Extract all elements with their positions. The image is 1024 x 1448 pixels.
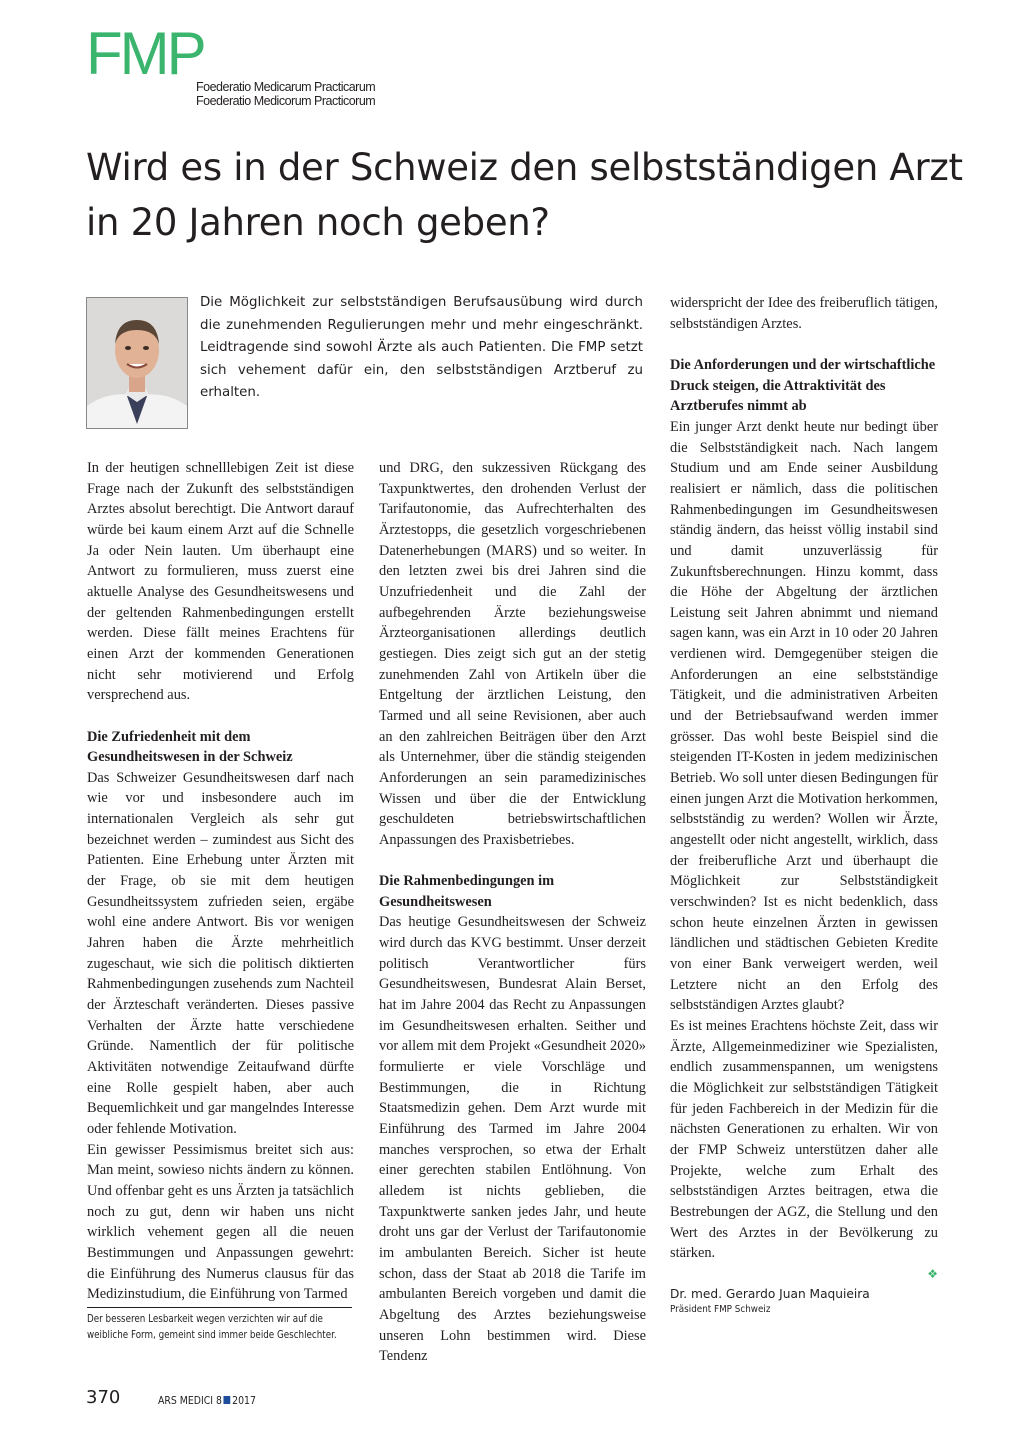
paragraph: Es ist meines Erachtens höchste Zeit, dass wir Ärzte, Allgemeinmediziner wie Spezialisten, endlich zusammenspannen, um wenigstens die Möglichkeit zur selbstständigen Tätigkeit für jeden Fachbereich in der Medizin für die nächsten Generationen zu erhalten. Wir von der FMP Schweiz unterstützen daher alle Projekte, welche zum Erhalt des selbstständigen Arztes beitragen, etwa die Bestrebungen der AGZ, die Stellung und den Wert des Arztes in der Bevölkerung zu stärken. — [670, 1017, 938, 1262]
logo-subtitle — [196, 80, 516, 108]
fmp-logo — [86, 20, 376, 108]
page-number: 370 — [86, 1387, 121, 1408]
end-of-article-icon: ❖ — [927, 1266, 938, 1281]
paragraph: widerspricht der Idee des freiberuflich tätigen, selbstständigen Arztes. — [670, 295, 938, 332]
text-column-3 — [670, 293, 938, 1284]
paragraph: Das heutige Gesundheitswesen der Schweiz wird durch das KVG bestimmt. Unser derzeit politisch Verantwortlicher fürs Gesundheitswesen, Bundesrat Alain Berset, hat im Jahre 2004 das Recht zu Anpassungen im Gesundheitswesen erhalten. Seither und vor allem mit dem Projekt «Gesundheit 2020» formulierte er viele Vorschläge und Bestimmungen, die in Richtung Staatsmedizin gehen. Dem Arzt wurde mit Einführung des Tarmed im Jahre 2004 manches versprochen, so etwa der Erhalt einer gerechten stabilen Entlöhnung. Von alledem ist nichts geblieben, die Taxpunktwerte sanken jedes Jahr, und heute droht uns gar der Verlust der Tarifautonomie im ambulanten Bereich. Sicher ist heute schon, dass der Staat ab 2018 die Tarife im ambulanten Bereich vorgeben und damit die Abgeltung des Arztes beziehungsweise unseren Lohn bestimmen wird. Diese Tendenz — [379, 914, 646, 1365]
paragraph: Ein junger Arzt denkt heute nur bedingt über die Selbstständigkeit nach. Nach langem Studium und am Ende seiner Ausbildung realisiert er nämlich, dass die politischen Rahmenbedingungen im Gesundheitswesen ständig ändern, das heisst völlig instabil sind und damit unzuverlässig für Zukunftsberechnungen. Hinzu kommt, dass die Höhe der Abgeltung der ärztlichen Leistung seit Jahren abnimmt und niemand sagen kann, was ein Arzt in 10 oder 20 Jahren verdienen wird. Demgegenüber steigen die Anforderungen an eine selbstständige Tätigkeit, und die administrativen Arbeiten und der Betriebsaufwand werden immer grösser. Das wohl beste Beispiel sind die steigenden IT-Kosten in jedem medizinischen Betrieb. Wo soll unter diesen Bedingungen für einen jungen Arzt die Motivation herkommen, selbstständig zu werden? Wollen wir Ärzte, angestellt oder nicht angestellt, wirklich, dass der freiberufliche Arzt und überhaupt die Möglichkeit zur Selbstständigkeit verschwinden? Ist es nicht bedenklich, dass schon heute einzelnen Ärzten in gewissen ländlichen und städtischen Gebieten Kredite von einer Bank verweigert werden, weil Letztere nicht an den Erfolg des selbstständigen Arztes glaubt? — [670, 418, 938, 1014]
author-role: Präsident FMP Schweiz — [670, 1304, 771, 1315]
text-column-1 — [87, 458, 354, 1305]
logo-line-feminine: Foederatio Medicarum Practicarum — [196, 80, 376, 94]
journal-square-icon — [224, 1396, 231, 1404]
journal-name: ARS MEDICI 8 — [158, 1394, 222, 1407]
section-heading: Die Zufriedenheit mit dem Gesundheitswesen in der Schweiz — [87, 728, 293, 766]
footnote: Der besseren Lesbarkeit wegen verzichten wir auf die weibliche Form, gemeint sind immer beide Geschlechter. — [87, 1314, 337, 1341]
section-heading: Die Rahmenbedingungen im Gesundheitswesen — [379, 873, 555, 910]
journal-info — [158, 1394, 256, 1407]
paragraph: Ein gewisser Pessimismus breitet sich aus: Man meint, sowieso nichts ändern zu können. Und offenbar geht es uns Ärzten ja tatsächlich noch zu gut, denn wir haben uns nicht wirklich vehement gegen all die neuen Bestimmungen und Anpassungen gewehrt: die Einführung des Numerus clausus für das Medizinstudium, die Einführung von Tarmed — [87, 1141, 354, 1303]
author-block — [670, 1286, 938, 1316]
footnote-rule — [87, 1307, 352, 1308]
section-heading: Die Anforderungen und der wirtschaftliche Druck steigen, die Attraktivität des Arztberufes nimmt ab — [670, 356, 936, 415]
paragraph: In der heutigen schnelllebigen Zeit ist diese Frage nach der Zukunft des selbstständigen Arztes absolut berechtigt. Die Antwort darauf würde bei kaum einem Arzt auf die Schnelle Ja oder Nein lauten. Um überhaupt eine Antwort zu formulieren, muss zuerst eine aktuelle Analyse des Gesundheitswesens und der geltenden Rahmenbedingungen erstellt werden. Diese fällt meines Erachtens für einen Arzt der kommenden Generationen nicht sehr motivierend und Erfolg versprechend aus. — [87, 460, 354, 704]
paragraph-gap — [379, 850, 646, 871]
paragraph: Das Schweizer Gesundheitswesen darf nach wie vor und insbesondere auch im internationalen Vergleich als sehr gut bezeichnet werden – zumindest aus Sicht des Patienten. Eine Erhebung unter Ärzten mit der Frage, ob sie mit dem heutigen Gesundheitssystem zufrieden seien, ergäbe wohl eine andere Antwort. Bis vor wenigen Jahren haben die Ärzte mehrheitlich zugeschaut, wie sich die politisch diktierten Rahmenbedingungen zusehends zum Nachteil der Ärzteschaft veränderten. Dieses passive Verhalten der Ärzte hatte verschiedene Gründe. Namentlich der für politische Aktivitäten notwendige Zeitaufwand dürfte eine Rolle gespielt haben, aber auch Bequemlichkeit und gar mangelndes Interesse oder fehlende Motivation. — [87, 769, 354, 1137]
logo-wordmark: FMP — [86, 20, 204, 87]
paragraph-gap — [87, 706, 354, 727]
portrait-illustration — [87, 298, 187, 428]
paragraph: und DRG, den sukzessiven Rückgang des Taxpunktwertes, den drohenden Verlust der Tarifautonomie, das Aufrechterhalten des Ärztestopps, die gesetzlich vorgeschriebenen Datenerhebungen (MARS) und so weiter. In den letzten zwei bis drei Jahren sind die Unzufriedenheit und die Zahl der aufbegehrenden Ärzte beziehungsweise Ärzteorganisationen allerdings deutlich gestiegen. Dies zeigt sich gut an der stetig zunehmenden Zahl von Artikeln über die Entgeltung der ärztlichen Leistung, den Tarmed und all seine Revisionen, aber auch an den zahlreichen Beiträgen über den Arzt als Unternehmer, über die ständig steigenden Anforderungen an sein paramedizinisches Wissen und über die der Entwicklung geschuldeten betriebswirtschaftlichen Anpassungen des Praxisbetriebes. — [379, 460, 646, 848]
journal-year: 2017 — [232, 1394, 256, 1407]
article-title: Wird es in der Schweiz den selbstständigen Arzt in 20 Jahren noch geben? — [86, 146, 963, 244]
paragraph-gap — [670, 334, 938, 355]
logo-line-masculine: Foederatio Medicorum Practicorum — [196, 94, 376, 108]
text-column-2 — [379, 458, 646, 1367]
article-lead: Die Möglichkeit zur selbstständigen Berufsausübung wird durch die zunehmenden Regulierungen mehr und mehr eingeschränkt. Leidtragende sind sowohl Ärzte als auch Patienten. Die FMP setzt sich vehement dafür ein, den selbstständigen Arztberuf zu erhalten. — [200, 295, 643, 400]
author-portrait — [86, 297, 188, 429]
author-name: Dr. med. Gerardo Juan Maquieira — [670, 1287, 870, 1301]
